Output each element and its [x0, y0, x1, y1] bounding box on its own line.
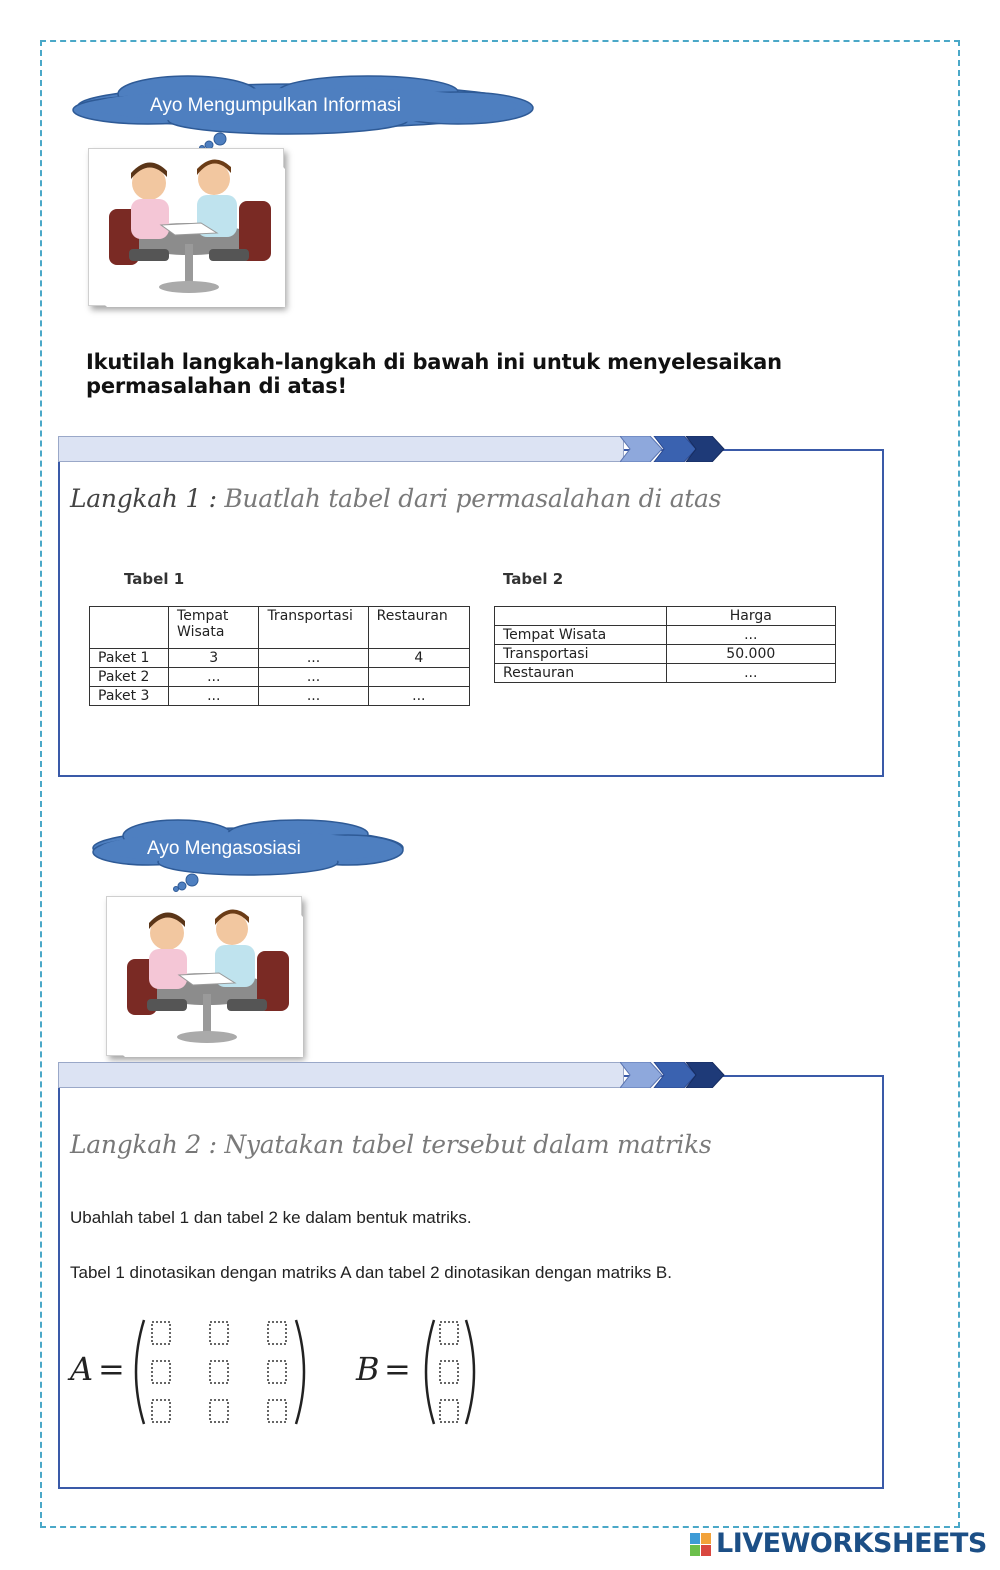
instruction-text: Ikutilah langkah-langkah di bawah ini untuk menyelesaikan permasalahan di atas!: [86, 350, 782, 398]
table-cell: Restauran: [495, 664, 667, 683]
matrix-a-input-box[interactable]: [152, 1400, 170, 1422]
matrix-a-input-box[interactable]: [210, 1400, 228, 1422]
right-bracket-icon: [296, 1320, 304, 1424]
table-row: [495, 626, 836, 645]
table-row: [495, 664, 836, 683]
step1-number: Langkah 1 :: [70, 484, 225, 513]
table-cell: Paket 2: [90, 668, 169, 687]
table-cell: ...: [368, 687, 469, 706]
matrix-b-label: B: [356, 1350, 380, 1388]
matrix-a-input-box[interactable]: [268, 1322, 286, 1344]
table-cell: Transportasi: [495, 645, 667, 664]
table-cell: ...: [259, 668, 368, 687]
equals-sign: =: [98, 1350, 125, 1388]
matrix-a-input-box[interactable]: [152, 1361, 170, 1383]
table-row: [495, 645, 836, 664]
equals-sign: =: [384, 1350, 411, 1388]
right-bracket-icon: [466, 1320, 474, 1424]
left-bracket-icon: [426, 1320, 434, 1424]
table-header-cell: Restauran: [368, 607, 469, 649]
matrix-a-label: A: [70, 1350, 94, 1388]
step1-description: Buatlah tabel dari permasalahan di atas: [224, 484, 722, 513]
cloud-text: Ayo Mengasosiasi: [147, 838, 301, 859]
meeting-illustration: [106, 896, 302, 1056]
matrix-a-input-box[interactable]: [268, 1400, 286, 1422]
table-cell: 3: [169, 649, 259, 668]
matrix-a-input-box[interactable]: [268, 1361, 286, 1383]
table-header-cell: Transportasi: [259, 607, 368, 649]
table-cell: Tempat Wisata: [495, 626, 667, 645]
table-cell: ...: [169, 687, 259, 706]
table-cell: ...: [666, 626, 835, 645]
table-header-cell: Tempat Wisata: [169, 607, 259, 649]
step2-description: Nyatakan tabel tersebut dalam matriks: [224, 1130, 712, 1159]
cloud-text: Ayo Mengumpulkan Informasi: [150, 95, 401, 116]
matrix-b-input-box[interactable]: [440, 1361, 458, 1383]
table-row: [90, 607, 470, 649]
matrix-a-input-box[interactable]: [152, 1322, 170, 1344]
table-row: [90, 668, 470, 687]
step2-header-bar: [58, 1062, 624, 1088]
chevron-arrows-icon: [620, 436, 730, 462]
table-header-cell: Harga: [666, 607, 835, 626]
brand-name: LIVEWORKSHEETS: [716, 1528, 987, 1559]
table-cell: Paket 3: [90, 687, 169, 706]
step1-header-bar: [58, 436, 624, 462]
chevron-arrows-icon: [620, 1062, 730, 1088]
people-meeting-icon: [107, 897, 303, 1057]
left-bracket-icon: [136, 1320, 144, 1424]
table-cell: [368, 668, 469, 687]
step2-paragraph-1: Ubahlah tabel 1 dan tabel 2 ke dalam bentuk matriks.: [70, 1208, 472, 1227]
step2-title: [70, 1130, 711, 1159]
matrix-b-input-box[interactable]: [440, 1322, 458, 1344]
table-cell: ...: [666, 664, 835, 683]
matrix-b-input-box[interactable]: [440, 1400, 458, 1422]
table-cell: ...: [259, 649, 368, 668]
liveworksheets-logo-icon: [690, 1533, 712, 1557]
speech-cloud-collect: [68, 74, 538, 156]
table-cell: ...: [259, 687, 368, 706]
table-row: [90, 649, 470, 668]
table1: [89, 606, 470, 706]
step2-number: Langkah 2 :: [70, 1130, 225, 1159]
step1-title: [70, 484, 721, 513]
table-row: [90, 687, 470, 706]
table-row: [495, 607, 836, 626]
table2: [494, 606, 836, 683]
table-header-cell: [90, 607, 169, 649]
people-meeting-icon: [89, 149, 285, 307]
table-header-cell: [495, 607, 667, 626]
table2-caption: Tabel 2: [503, 570, 564, 588]
table-cell: 50.000: [666, 645, 835, 664]
table-cell: 4: [368, 649, 469, 668]
table-cell: Paket 1: [90, 649, 169, 668]
matrix-a-input-box[interactable]: [210, 1322, 228, 1344]
matrix-b: [418, 1316, 482, 1428]
meeting-illustration: [88, 148, 284, 306]
matrix-a-input-box[interactable]: [210, 1361, 228, 1383]
speech-cloud-associate: [88, 818, 408, 894]
step2-paragraph-2: Tabel 1 dinotasikan dengan matriks A dan tabel 2 dinotasikan dengan matriks B.: [70, 1263, 672, 1282]
matrix-a: [128, 1316, 312, 1428]
table1-caption: Tabel 1: [124, 570, 185, 588]
table-cell: ...: [169, 668, 259, 687]
